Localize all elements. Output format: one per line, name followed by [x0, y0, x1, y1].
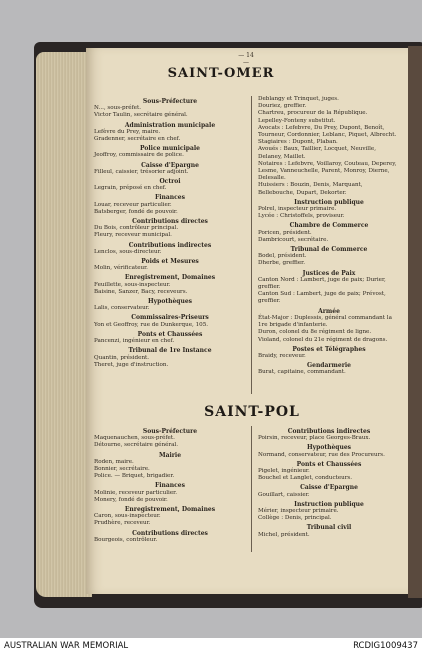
directory-entry: Louar, receveur particulier.: [94, 201, 172, 208]
directory-heading: Armée: [318, 307, 340, 315]
directory-entry: N..., sous-préfet.: [94, 105, 142, 112]
directory-entry: Theret, juge d'instruction.: [94, 361, 169, 368]
saint-omer-right-column: [258, 96, 400, 377]
directory-entry: Dambricourt, secrétaire.: [258, 236, 329, 243]
directory-entry: Bourgeois, contrôleur.: [94, 536, 158, 543]
directory-entry: Canton Nord : Lambert, juge de paix; Durier, greffier.: [258, 276, 386, 291]
directory-heading: Caisse d'Epargne: [300, 484, 358, 492]
directory-entry: Yon et Geoffroy, rue de Dunkerque, 105.: [94, 321, 209, 328]
directory-entry: Lenclos, sous-directeur.: [94, 248, 162, 255]
directory-heading: Caisse d'Epargne: [141, 161, 199, 169]
directory-entry: Détourne, secrétaire général.: [94, 442, 178, 449]
directory-entry: Gouillart, caissier.: [258, 491, 310, 498]
directory-entry: Gradenner, secrétaire en chef.: [94, 136, 181, 143]
directory-entry: Poricen, président.: [258, 229, 312, 236]
directory-entry: Avoués : Baux, Taillier, Locquet, Neuville, Delaney, Maillet.: [258, 146, 376, 160]
archive-id: RCDIG1009437: [353, 641, 418, 651]
directory-heading: Administration municipale: [124, 121, 216, 129]
directory-entry: Bodel, président.: [258, 253, 307, 260]
directory-entry: Batsberger, fondé de pouvoir.: [94, 208, 178, 215]
directory-heading: Sous-Préfecture: [142, 98, 198, 105]
archive-footer: [0, 638, 422, 654]
directory-heading: Contributions indirectes: [287, 428, 371, 435]
directory-heading: Octroi: [159, 178, 181, 186]
directory-entry: Pancenzi, ingénieur en chef.: [94, 338, 175, 345]
directory-entry: Police. — Briquet, brigadier.: [94, 473, 175, 480]
directory-heading: Instruction publique: [294, 198, 364, 206]
directory-entry: Filleul, caissier, trésorier adjoint.: [94, 168, 189, 175]
directory-heading: Poids et Mesures: [141, 258, 199, 266]
page-edges: [36, 52, 92, 597]
directory-entry: Molinie, receveur particulier.: [94, 489, 177, 496]
directory-entry: Bonnier, secrétaire.: [94, 466, 150, 473]
directory-entry: Braidy, receveur.: [258, 352, 306, 359]
directory-entry: Douriez, greffier.: [258, 103, 307, 110]
section-title-saint-pol: SAINT-POL: [204, 404, 300, 420]
directory-heading: Police municipale: [140, 145, 200, 153]
directory-heading: Chambre de Commerce: [289, 222, 369, 230]
directory-entry: Caron, sous-inspecteur.: [94, 513, 161, 520]
directory-entry: Victor Taulin, secrétaire général.: [94, 112, 188, 119]
directory-heading: Contributions indirectes: [128, 241, 212, 249]
directory-heading: Enregistrement, Domaines: [124, 506, 216, 514]
column-divider: [251, 426, 252, 552]
directory-heading: Hypothèques: [147, 298, 193, 306]
directory-heading: Postes et Télégraphes: [292, 345, 366, 353]
directory-heading: Contributions directes: [132, 218, 208, 226]
directory-entry: Lycée : Christoffels, proviseur.: [258, 213, 345, 220]
archive-credit: AUSTRALIAN WAR MEMORIAL: [4, 641, 129, 651]
directory-heading: Instruction publique: [294, 500, 364, 508]
directory-entry: Notaires : Lefebvre, Voillaroy, Couteau, Deperey, Lesme, Vanneuchelle, Parent, Monroy, Dierne, Delesalle.: [258, 160, 397, 182]
directory-heading: Justices de Paix: [302, 269, 356, 277]
directory-heading: Tribunal civil: [306, 524, 352, 532]
directory-entry: Quantin, président.: [94, 354, 150, 361]
directory-entry: Pigelet, ingénieur.: [258, 468, 310, 475]
directory-entry: Lalis, conservateur.: [94, 305, 150, 312]
directory-entry: Bouchel et Langlet, conducteurs.: [258, 475, 353, 482]
directory-heading: Commissaires-Priseurs: [131, 314, 209, 322]
directory-entry: Duron, colonel du 8e régiment de ligne.: [258, 329, 372, 336]
directory-heading: Tribunal de 1re Instance: [128, 347, 212, 355]
directory-heading: Finances: [155, 482, 185, 490]
directory-entry: Polrel, inspecteur primaire.: [258, 206, 337, 213]
directory-entry: Molin, vérificateur.: [94, 265, 148, 272]
directory-entry: Normand, conservateur, rue des Procureurs.: [258, 451, 385, 458]
directory-entry: Michel, président.: [258, 531, 310, 538]
saint-pol-left-column: [94, 426, 246, 544]
directory-heading: Finances: [155, 194, 185, 202]
directory-entry: Poirsin, receveur, place Georges-Braux.: [258, 435, 371, 442]
saint-pol-right-column: [258, 426, 400, 539]
page-number: — 14 —: [238, 52, 254, 66]
directory-heading: Sous-Préfecture: [142, 428, 198, 435]
directory-entry: Prudhère, receveur.: [94, 520, 151, 527]
directory-entry: Chartreu, procureur de la République.: [258, 110, 368, 117]
directory-heading: Contributions directes: [132, 529, 208, 537]
directory-entry: Canton Sud : Lambert, juge de paix; Prévost, greffier.: [258, 291, 386, 305]
directory-heading: Mairie: [158, 451, 182, 459]
directory-entry: Jeoffroy, commissaire de police.: [94, 152, 184, 159]
directory-entry: Du Bois, contrôleur principal.: [94, 225, 179, 232]
directory-entry: Dherbe, greffier.: [258, 260, 305, 267]
directory-entry: Violand, colonel du 21e régiment de dragons.: [258, 336, 388, 343]
directory-entry: Feuillette, sous-inspecteur.: [94, 281, 171, 288]
directory-entry: Monery, fondé de pouvoir.: [94, 496, 168, 503]
section-title-saint-omer: SAINT-OMER: [167, 66, 275, 81]
directory-entry: Fleury, receveur municipal.: [94, 232, 172, 239]
directory-entry: Legrain, préposé en chef.: [94, 185, 167, 192]
directory-entry: Lefèvre du Prey, maire.: [94, 128, 161, 135]
saint-omer-left-column: [94, 96, 246, 369]
directory-entry: État-Major : Duplessis, général commandant la 1re brigade d'infanterie.: [258, 314, 392, 329]
directory-heading: Tribunal de Commerce: [290, 246, 368, 254]
directory-entry: Maquenauchen, sous-préfet.: [94, 435, 175, 442]
directory-entry: Avocats : Lefebvre, Du Prey, Dupont, Benoît, Tourneur, Cordonnier, Leblanc, Piquet, Albrecht.: [258, 124, 397, 139]
directory-heading: Ponts et Chaussées: [137, 330, 203, 338]
directory-entry: Baisine, Sanzer, Bacy, receveurs.: [94, 288, 188, 295]
directory-entry: Huissiers : Bouzin, Denis, Marquant, Bellebouche, Dupart, Dekorter.: [258, 182, 363, 196]
directory-entry: Collège : Denis, principal.: [258, 515, 332, 522]
directory-entry: Deblangy et Trinquet, juges.: [258, 96, 339, 102]
directory-entry: Lepelley-Fonteny substitut.: [258, 117, 336, 124]
directory-heading: Gendarmerie: [307, 362, 351, 370]
directory-entry: Mérier, inspecteur primaire.: [258, 508, 339, 515]
directory-heading: Hypothèques: [306, 444, 352, 452]
directory-entry: Roden, maire.: [94, 458, 134, 465]
directory-entry: Stagiaires : Dupont, Plaban.: [258, 139, 338, 146]
directory-heading: Ponts et Chaussées: [296, 460, 362, 468]
facing-page-edge: [408, 46, 422, 598]
directory-heading: Enregistrement, Domaines: [124, 274, 216, 282]
directory-entry: Burat, capitaine, commandant.: [258, 369, 346, 376]
column-divider: [251, 96, 252, 394]
book-page: [86, 48, 408, 594]
